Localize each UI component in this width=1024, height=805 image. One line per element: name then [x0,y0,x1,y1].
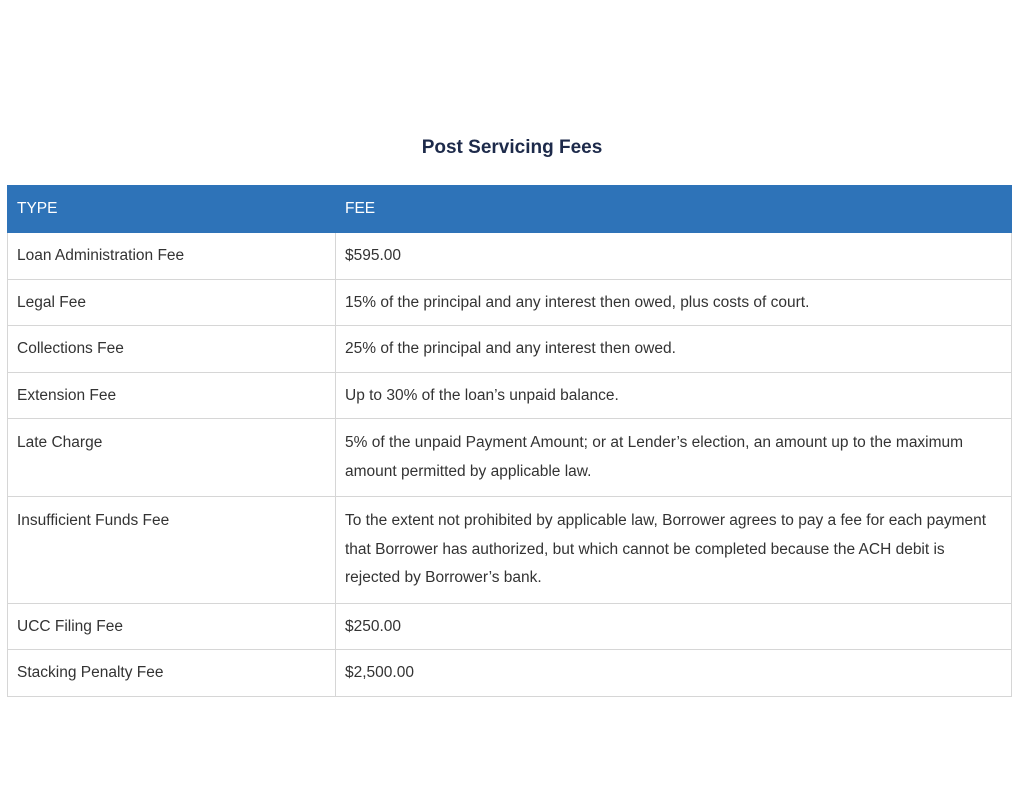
fee-amount-cell: 25% of the principal and any interest then owed. [336,326,1012,373]
table-header-row [8,186,1012,233]
fee-amount-cell: 15% of the principal and any interest then owed, plus costs of court. [336,279,1012,326]
fee-type-cell: Legal Fee [8,279,336,326]
fee-type-cell: Insufficient Funds Fee [8,497,336,604]
column-header-type: TYPE [8,186,336,233]
fee-amount-cell: 5% of the unpaid Payment Amount; or at Lender’s election, an amount up to the maximum amount permitted by applicable law. [336,419,1012,497]
fee-amount-cell: $2,500.00 [336,650,1012,697]
fee-amount-cell: $595.00 [336,233,1012,280]
fee-type-cell: Loan Administration Fee [8,233,336,280]
fee-type-cell: Stacking Penalty Fee [8,650,336,697]
table-row [8,279,1012,326]
fees-table [7,185,1012,697]
page-title: Post Servicing Fees [421,137,603,158]
table-row [8,233,1012,280]
table-row [8,650,1012,697]
fee-amount-cell: To the extent not prohibited by applicable law, Borrower agrees to pay a fee for each payment that Borrower has authorized, but which cannot be completed because the ACH debit is rejected by Borrower’s bank. [336,497,1012,604]
table-row [8,603,1012,650]
table-row [8,419,1012,497]
fee-type-cell: Late Charge [8,419,336,497]
table-row [8,497,1012,604]
fee-type-cell: Collections Fee [8,326,336,373]
table-row [8,326,1012,373]
table-row [8,372,1012,419]
fee-type-cell: Extension Fee [8,372,336,419]
fee-amount-cell: Up to 30% of the loan’s unpaid balance. [336,372,1012,419]
fee-amount-cell: $250.00 [336,603,1012,650]
fee-type-cell: UCC Filing Fee [8,603,336,650]
column-header-fee: FEE [336,186,1012,233]
